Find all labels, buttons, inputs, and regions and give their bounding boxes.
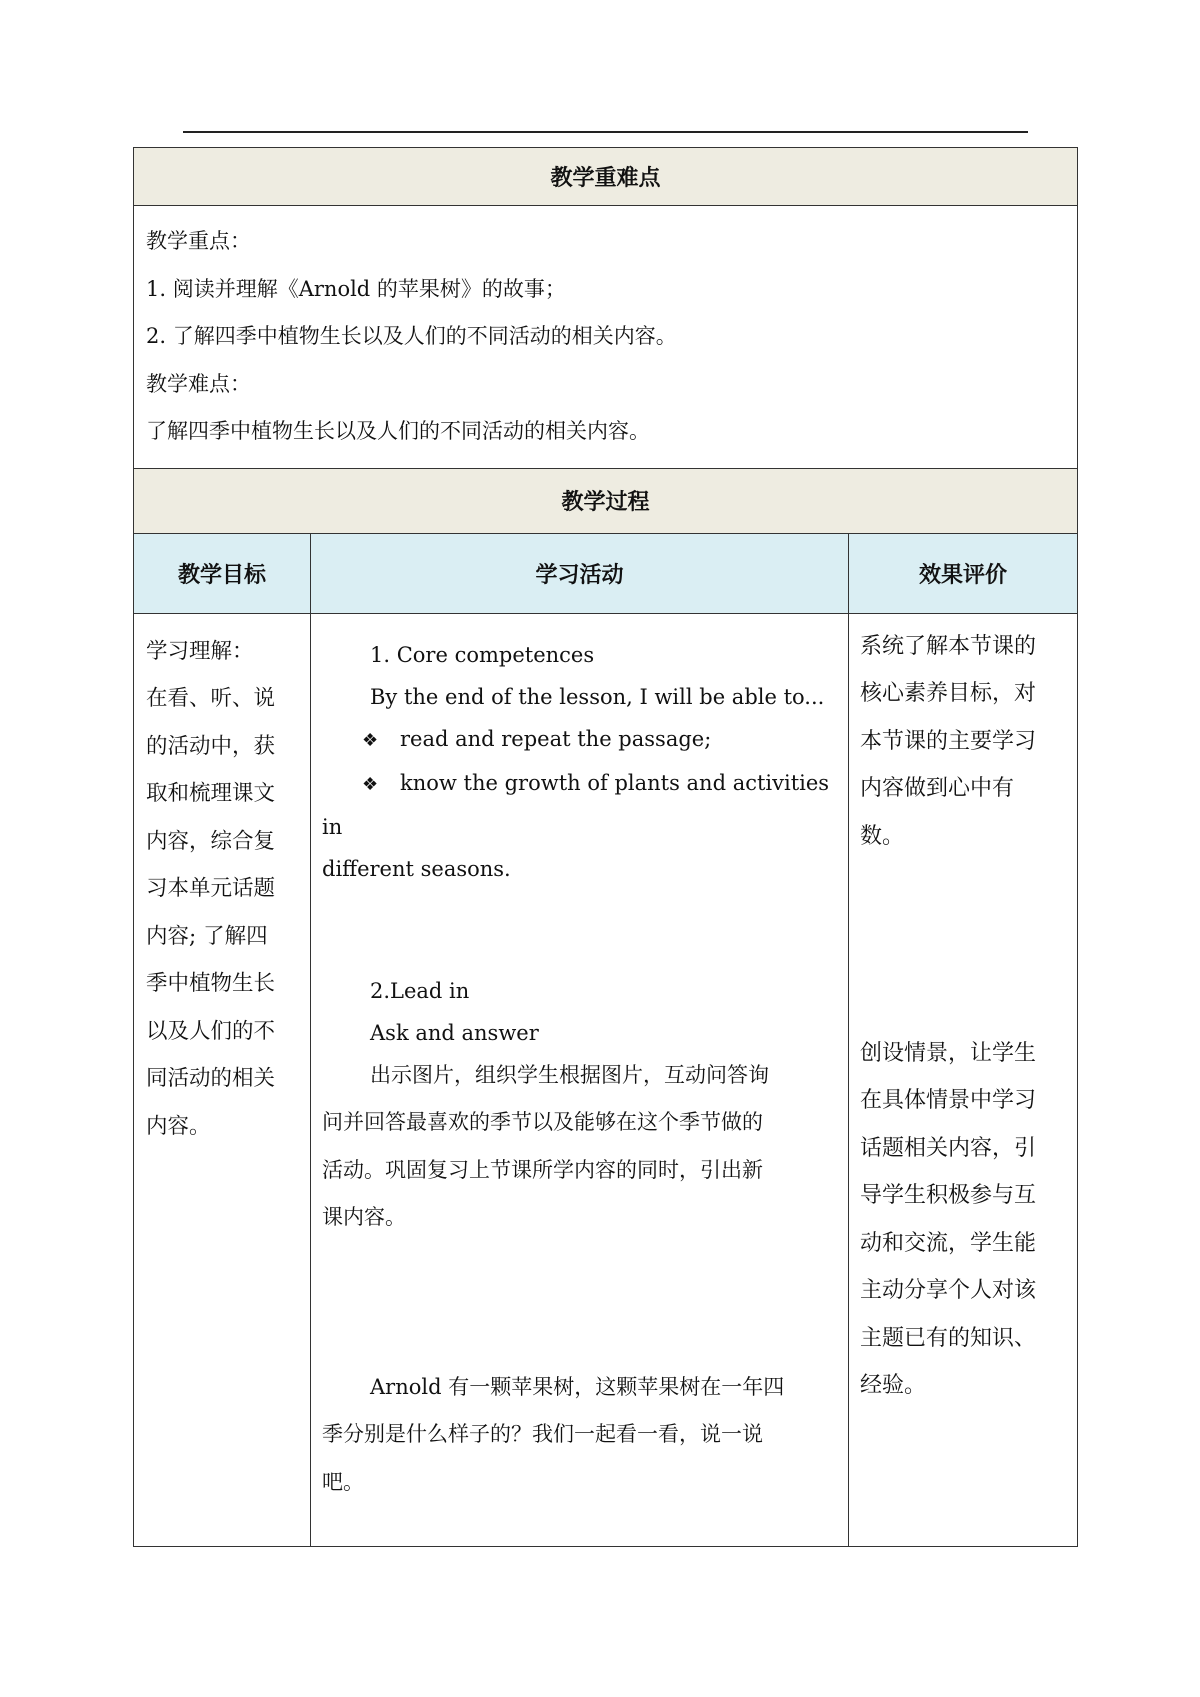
bullet-item [322, 762, 837, 848]
evaluation-line: 核心素养目标，对 [860, 681, 1037, 706]
evaluation-line: 话题相关内容，引 [860, 1135, 1037, 1161]
lead-para-line: 课内容。 [322, 1205, 406, 1229]
evaluation-line: 系统了解本节课的 [860, 633, 1037, 659]
goal-line: 在看、听、说 [146, 686, 276, 711]
goal-line: 取和梳理课文 [146, 781, 276, 806]
bullet-item [322, 718, 837, 762]
lead-in-block [322, 970, 837, 1054]
core-competences-block [322, 634, 837, 890]
evaluation-line: 主题已有的知识、 [860, 1325, 1037, 1351]
bullet-text: know the growth of plants and activities in [322, 770, 830, 839]
difficulties-label: 教学难点： [146, 371, 251, 396]
evaluation-line: 数。 [860, 823, 905, 849]
evaluation-cell [849, 613, 1078, 1546]
goal-line: 内容，综合复 [146, 828, 276, 854]
process-header: 教学过程 [134, 468, 1078, 533]
lead-para-line: 出示图片，组织学生根据图片，互动问答询 [370, 1062, 769, 1087]
goal-line: 的活动中，获 [146, 733, 276, 759]
key-difficult-header: 教学重难点 [134, 148, 1078, 206]
evaluation-line: 内容做到心中有 [860, 776, 1015, 801]
lead-paragraph [322, 1052, 837, 1242]
evaluation-line: 经验。 [860, 1373, 927, 1398]
key-difficult-content [134, 206, 1078, 469]
goal-line: 以及人们的不 [146, 1018, 276, 1044]
goal-line: 同活动的相关 [146, 1066, 276, 1091]
evaluation-line: 主动分享个人对该 [860, 1278, 1037, 1303]
arnold-para-line: 吧。 [322, 1469, 364, 1494]
bullet-text: read and repeat the passage; [400, 726, 712, 751]
column-header-goals: 教学目标 [134, 533, 311, 613]
bullet-icon: ❖ [362, 773, 379, 795]
arnold-para-line: 季分别是什么样子的？我们一起看一看，说一说 [322, 1422, 763, 1446]
column-header-evaluation: 效果评价 [849, 533, 1078, 613]
goals-cell [134, 613, 311, 1546]
lead-sub: Ask and answer [370, 1020, 539, 1045]
activities-cell [311, 613, 849, 1546]
goal-line: 内容; 了解四 [146, 923, 268, 949]
arnold-para-line: Arnold 有一颗苹果树，这颗苹果树在一年四 [370, 1374, 785, 1399]
evaluation-line: 在具体情景中学习 [860, 1088, 1037, 1113]
lead-para-line: 问并回答最喜欢的季节以及能够在这个季节做的 [322, 1110, 763, 1134]
goal-label: 学习理解： [146, 638, 254, 664]
bullet-continuation: different seasons. [322, 856, 511, 881]
evaluation-line: 动和交流，学生能 [860, 1230, 1037, 1256]
lesson-plan-table [133, 147, 1078, 1547]
bullet-icon: ❖ [362, 729, 379, 751]
header-rule [183, 131, 1028, 133]
lead-para-line: 活动。巩固复习上节课所学内容的同时，引出新 [322, 1157, 763, 1182]
arnold-paragraph [322, 1364, 837, 1507]
key-point-1: 1. 阅读并理解《Arnold 的苹果树》的故事； [146, 276, 566, 301]
evaluation-block-2 [860, 1030, 1067, 1410]
column-header-activities: 学习活动 [311, 533, 849, 613]
core-title: 1. Core competences [370, 642, 595, 667]
evaluation-block-1 [860, 623, 1067, 861]
key-points-label: 教学重点： [146, 229, 251, 253]
key-point-2: 2. 了解四季中植物生长以及人们的不同活动的相关内容。 [146, 324, 677, 348]
goal-line: 内容。 [146, 1113, 211, 1139]
difficulty-text: 了解四季中植物生长以及人们的不同活动的相关内容。 [146, 419, 650, 443]
goal-line: 习本单元话题 [146, 876, 276, 901]
core-intro: By the end of the lesson, I will be able to... [370, 684, 825, 709]
lead-title: 2.Lead in [370, 978, 470, 1003]
evaluation-line: 导学生积极参与互 [860, 1183, 1037, 1208]
goal-line: 季中植物生长 [146, 971, 276, 996]
evaluation-line: 创设情景，让学生 [860, 1040, 1037, 1066]
evaluation-line: 本节课的主要学习 [860, 728, 1037, 754]
